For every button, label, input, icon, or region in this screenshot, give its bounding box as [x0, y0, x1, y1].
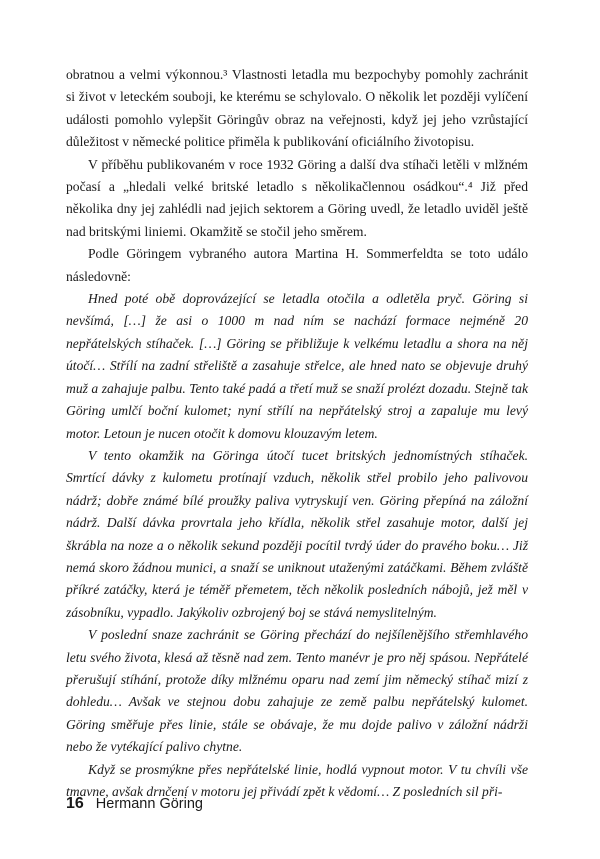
quote-paragraph: Když se prosmýkne přes nepřátelské linie, hodlá vypnout motor. V tu chvíli vše tmavne, avšak drnčení v motoru jej přivádí zpět k vědomí… Z posledních sil při- [66, 761, 528, 799]
paragraph: Podle Göringem vybraného autora Martina H. Sommerfeldta se toto událo následovně: [66, 246, 528, 284]
page-footer [66, 795, 203, 813]
quote-paragraph: V poslední snaze zachránit se Göring přechází do nejšílenějšího střemhlavého letu svého života, klesá až těsně nad zem. Tento manévr je pro něj spásou. Nepřátelé přerušují stíhání, protože díky mlžnému oparu nad zemí jim německý stíhač mizí z dohledu… Avšak ve stejnou dobu zahajuje ze země palbu nepřátelský kulomet. Göring směřuje přes linie, stále se obávaje, že mu dojde palivo v záložní nádrži nebo že vytékající palivo chytne. [66, 627, 528, 755]
quote-paragraph: Hned poté obě doprovázející se letadla otočila a odletěla pryč. Göring si nevšímá, […] že asi o 1000 m nad ním se nachází formace nejméně 20 nepřátelských stíhaček. […] Göring se přibližuje k velkému letadlu a shora na něj útočí… Střílí na zadní střeliště a zasahuje střelce, ale hned nato se objevuje druhý muž a zahajuje palbu. Tento také padá a třetí muž se snaží prolézt dozadu. Stejně tak Göring umlčí boční kulomet; nyní střílí na nepřátelský stroj a zapaluje mu levý motor. Letoun je nucen otočit k domovu klouzavým letem. [66, 291, 528, 441]
paragraph: V příběhu publikovaném v roce 1932 Göring a další dva stíhači letěli v mlžném počasí a „hledali velké britské letadlo s několikačlennou osádkou“.⁴ Již před několika dny jej zahlédli nad jejich sektorem a Göring uvedl, že letadlo uviděl ještě nad britskými liniemi. Okamžitě se stočil jeho směrem. [66, 156, 528, 239]
page-body [66, 64, 528, 803]
page-number: 16 [66, 795, 84, 812]
running-title: Hermann Göring [95, 796, 203, 812]
paragraph: obratnou a velmi výkonnou.³ Vlastnosti letadla mu bezpochyby pomohly zachránit si život v leteckém souboji, ke kterému se schylovalo. O několik let později vylíčení události pomohlo vylepšit Göringův obraz na veřejnosti, když jej jeho vzrůstající důležitost v německé politice přiměla k publikování oficiálního životopisu. [66, 67, 528, 150]
quote-paragraph: V tento okamžik na Göringa útočí tucet britských jednomístných stíhaček. Smrtící dávky z kulometu protínají vzduch, několik střel probilo jeho palivovou nádrž; dobře známé bílé proužky paliva vytryskují ven. Göring přepíná na záložní nádrž. Další dávka provrtala jeho křídla, několik střel zasahuje motor, další jej škrábla na noze a o několik sekund později pocítil tvrdý úder do pravého boku… Již nemá skoro žádnou munici, a snaží se uniknout utaženými zatáčkami. Během zvláště příkré zatáčky, která je téměř přemetem, těch několik posledních nábojů, jež měl v zásobníku, vypadlo. Jakýkoliv ozbrojený boj se stává nemyslitelným. [66, 447, 528, 620]
